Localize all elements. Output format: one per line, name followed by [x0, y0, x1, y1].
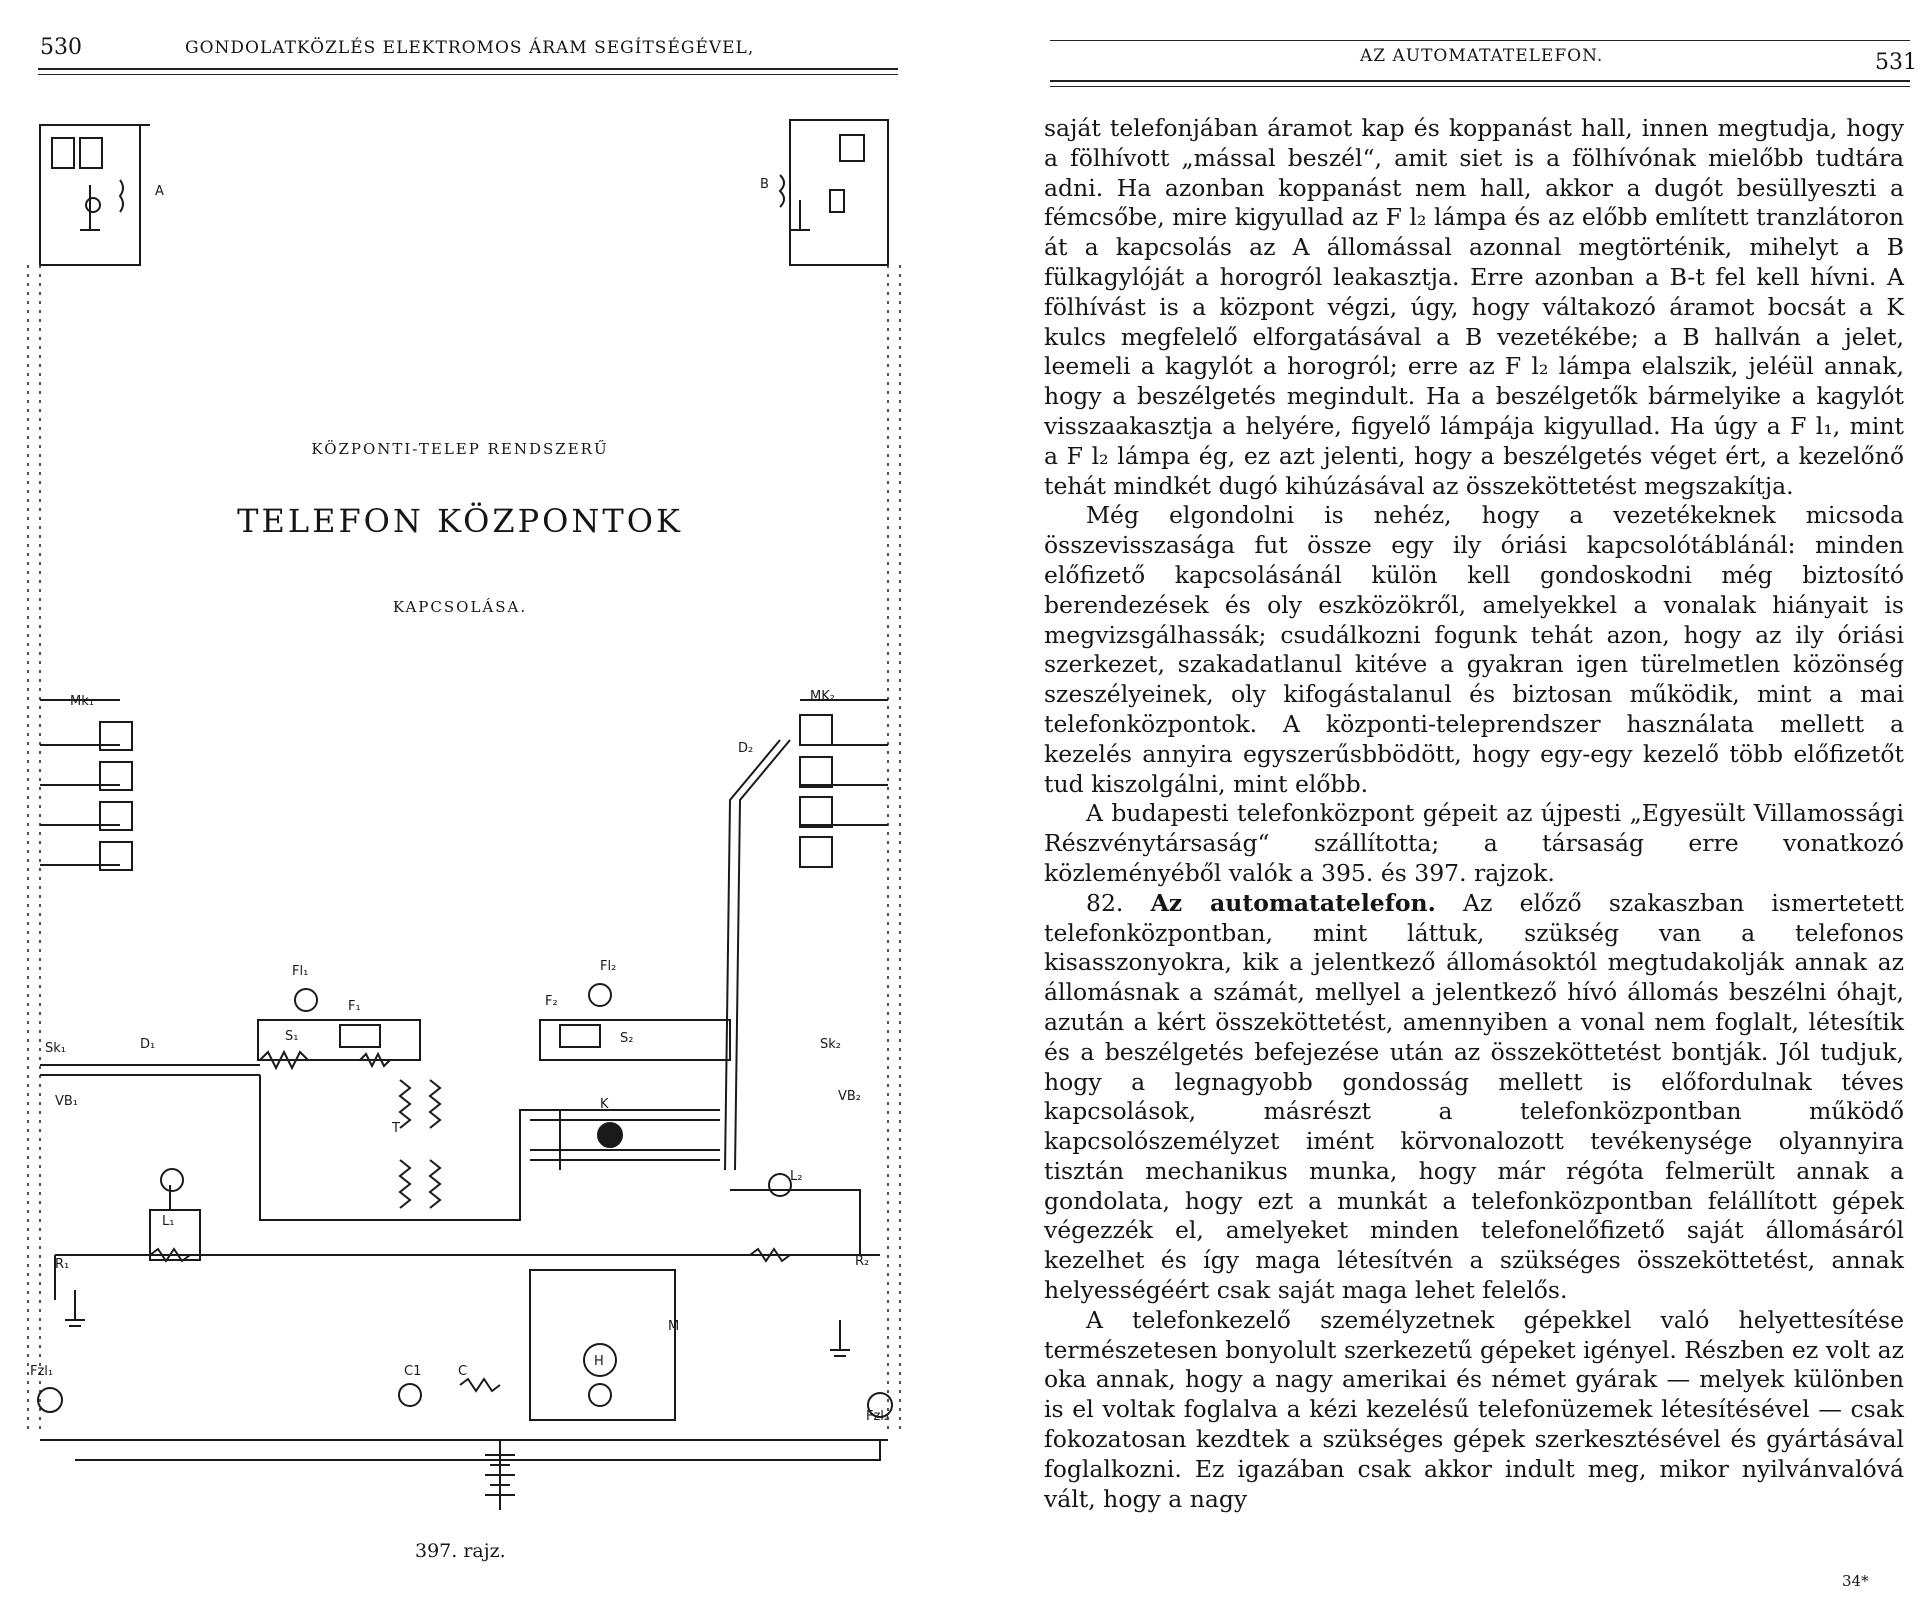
label-f2: F₂ — [545, 994, 558, 1009]
head-rule-right-2 — [1050, 86, 1910, 87]
label-c1: C1 — [404, 1364, 422, 1379]
paragraph-3: A budapesti telefonközpont gépeit az újpesti „Egyesült Villamossági Részvénytársaság“ szállította; a társaság erre vonatkozó közleményéből valók a 395. és 397. rajzok. — [1044, 799, 1904, 887]
running-head-right: AZ AUTOMATATELEFON. — [1360, 46, 1604, 66]
figure-title-line2: TELEFON KÖZPONTOK — [237, 502, 683, 540]
label-t: T — [392, 1121, 400, 1136]
label-mk2: MK₂ — [810, 689, 835, 704]
running-head-left: GONDOLATKÖZLÉS ELEKTROMOS ÁRAM SEGÍTSÉGÉVEL, — [185, 38, 755, 58]
paragraph-2: Még elgondolni is nehéz, hogy a vezetékeknek micsoda összevisszasága fut össze egy ily óriási kapcsolótáblánál: minden előfizető kapcsolásánál külön kell gondoskodni még biztosító berendezések és oly eszközökről, amelyekkel a vonalak hiányait is megvizsgálhassák; csudálkozni fogunk tehát azon, hogy az ily óriási szerkezet, szakadatlanul kitéve a gyakran igen türelmetlen közönség szeszélyeinek, oly kifogástalanul és biztosan működik, mint a mai telefonközpontok. A központi-teleprendszer használata mellett a kezelés annyira egyszerűsbbödött, hogy egy-egy kezelő több előfizetőt tud kiszolgálni, mint előbb. — [1044, 501, 1904, 798]
label-fzl1: Fzl₁ — [30, 1364, 54, 1379]
label-vb1: VB₁ — [55, 1094, 79, 1109]
label-f1: F₁ — [348, 999, 361, 1014]
label-r1: R₁ — [55, 1257, 70, 1272]
head-rule-right-thin — [1050, 40, 1910, 41]
label-fl1: Fl₁ — [292, 964, 309, 979]
label-l1: L₁ — [162, 1214, 175, 1229]
label-mk1: Mk₁ — [70, 694, 94, 709]
label-d1: D₁ — [140, 1037, 156, 1052]
label-sk2: Sk₂ — [820, 1037, 841, 1052]
left-page — [0, 0, 960, 1609]
jack-strip-mk1 — [40, 700, 132, 870]
jack-strip-mk2 — [800, 700, 888, 867]
circuit-diagram — [0, 0, 960, 1520]
page-number-right: 531 — [1875, 50, 1917, 75]
label-m: M — [668, 1319, 680, 1334]
label-B: B — [760, 177, 769, 192]
label-sk1: Sk₁ — [45, 1041, 66, 1056]
section-title: Az automatatelefon. — [1150, 888, 1436, 917]
label-A: A — [155, 184, 164, 199]
figure-title-line1: KÖZPONTI-TELEP RENDSZERŰ — [311, 440, 609, 458]
head-rule-right — [1050, 80, 1910, 82]
label-d2: D₂ — [738, 741, 754, 756]
section-text: Az előző szakaszban ismertetett telefonközpontban, mint láttuk, szükség van a telefonos kisasszonyokra, kik a jelentkező állomásoktól megtudakolják annak az állomásnak a számát, mellyel a jelentkező hívó állomás beszélni óhajt, azután a kért összeköttetést, amennyiben a vonal nem foglalt, létesítik és a beszélgetés befejezése után az összeköttetést bontják. Jól tudjuk, hogy a legnagyobb gondosság mellett is előfordulnak téves kapcsolások, másrészt a telefonközpontban működő kapcsolószemélyzet imént körvonalozott tevékenysége olyannyira tisztán mechanikus munka, hogy már régóta felmerült annak a gondolata, hogy ezt a munkát a telefonközpontban felállított gépek végezzék el, amelyeket minden telefonelőfizető saját állomásáról kezelhet és így maga létesítvén a szükséges összeköttetést, annak helyességéért csak saját maga lehet felelős. — [1044, 888, 1904, 1305]
right-page — [1000, 0, 1929, 1609]
paragraph-last: A telefonkezelő személyzetnek gépekkel való helyettesítése természetesen bonyolult szerkezetű gépeket igényel. Részben ez volt az oka annak, hogy a nagy amerikai és német gyárak — melyek különben is el voltak foglalva a kézi kezelésű telefonüzemek létesítésével — csak fokozatosan kezdtek a szükséges gépek szerkesztésével és gyártásával foglalkozni. Ez igazában csak akkor indult meg, mikor nyilvánvalóvá vált, hogy a nagy — [1044, 1305, 1904, 1513]
label-fl2: Fl₂ — [600, 959, 617, 974]
label-h: H — [594, 1354, 604, 1369]
label-fzl2: Fzl₂ — [866, 1409, 890, 1424]
section-number: 82. — [1086, 888, 1124, 917]
label-k: K — [600, 1097, 609, 1112]
label-l2: L₂ — [790, 1169, 803, 1184]
paragraph-1: saját telefonjában áramot kap és koppanást hall, innen megtudja, hogy a fölhívott „mással beszél“, amit siet is a fölhívónak mielőbb tudtára adni. Ha azonban koppanást nem hall, akkor a dugót besüllyeszti a fémcsőbe, mire kigyullad az F l₂ lámpa és az előbb említett tranzlátoron át a kapcsolás az A állomással azonnal megtörténik, mihelyt a B fülkagylóját a horogról leakasztja. Erre azonban a B-t fel kell hívni. A fölhívást is a központ végzi, úgy, hogy váltakozó áramot bocsát a K kulcs megfelelő elforgatásával a B vezetékébe; a B hallván a jelet, leemeli a kagylót a horogról; erre az F l₂ lámpa elalszik, jeléül annak, hogy a beszélgetés megindult. Ha a beszélgetők bármelyike a kagylót visszaakasztja a helyére, figyelő lámpája kigyullad. Ha úgy a F l₁, mint a F l₂ lámpa ég, ez azt jelenti, hogy a beszélgetés véget ért, a kezelőnő tehát mindkét dugó kihúzásával az összeköttetést megszakítja. — [1044, 114, 1904, 500]
label-s1: S₁ — [285, 1029, 299, 1044]
figure-caption: 397. rajz. — [415, 1540, 506, 1562]
label-r2: R₂ — [855, 1254, 870, 1269]
figure-title-line3: KAPCSOLÁSA. — [392, 598, 528, 616]
page-number-left: 530 — [40, 35, 82, 60]
body-text — [1044, 114, 1904, 1514]
label-s2: S₂ — [620, 1031, 634, 1046]
signature-mark: 34* — [1842, 1572, 1869, 1590]
section-paragraph — [1044, 889, 1904, 1306]
label-vb2: VB₂ — [838, 1089, 862, 1104]
label-c: C — [458, 1364, 468, 1379]
